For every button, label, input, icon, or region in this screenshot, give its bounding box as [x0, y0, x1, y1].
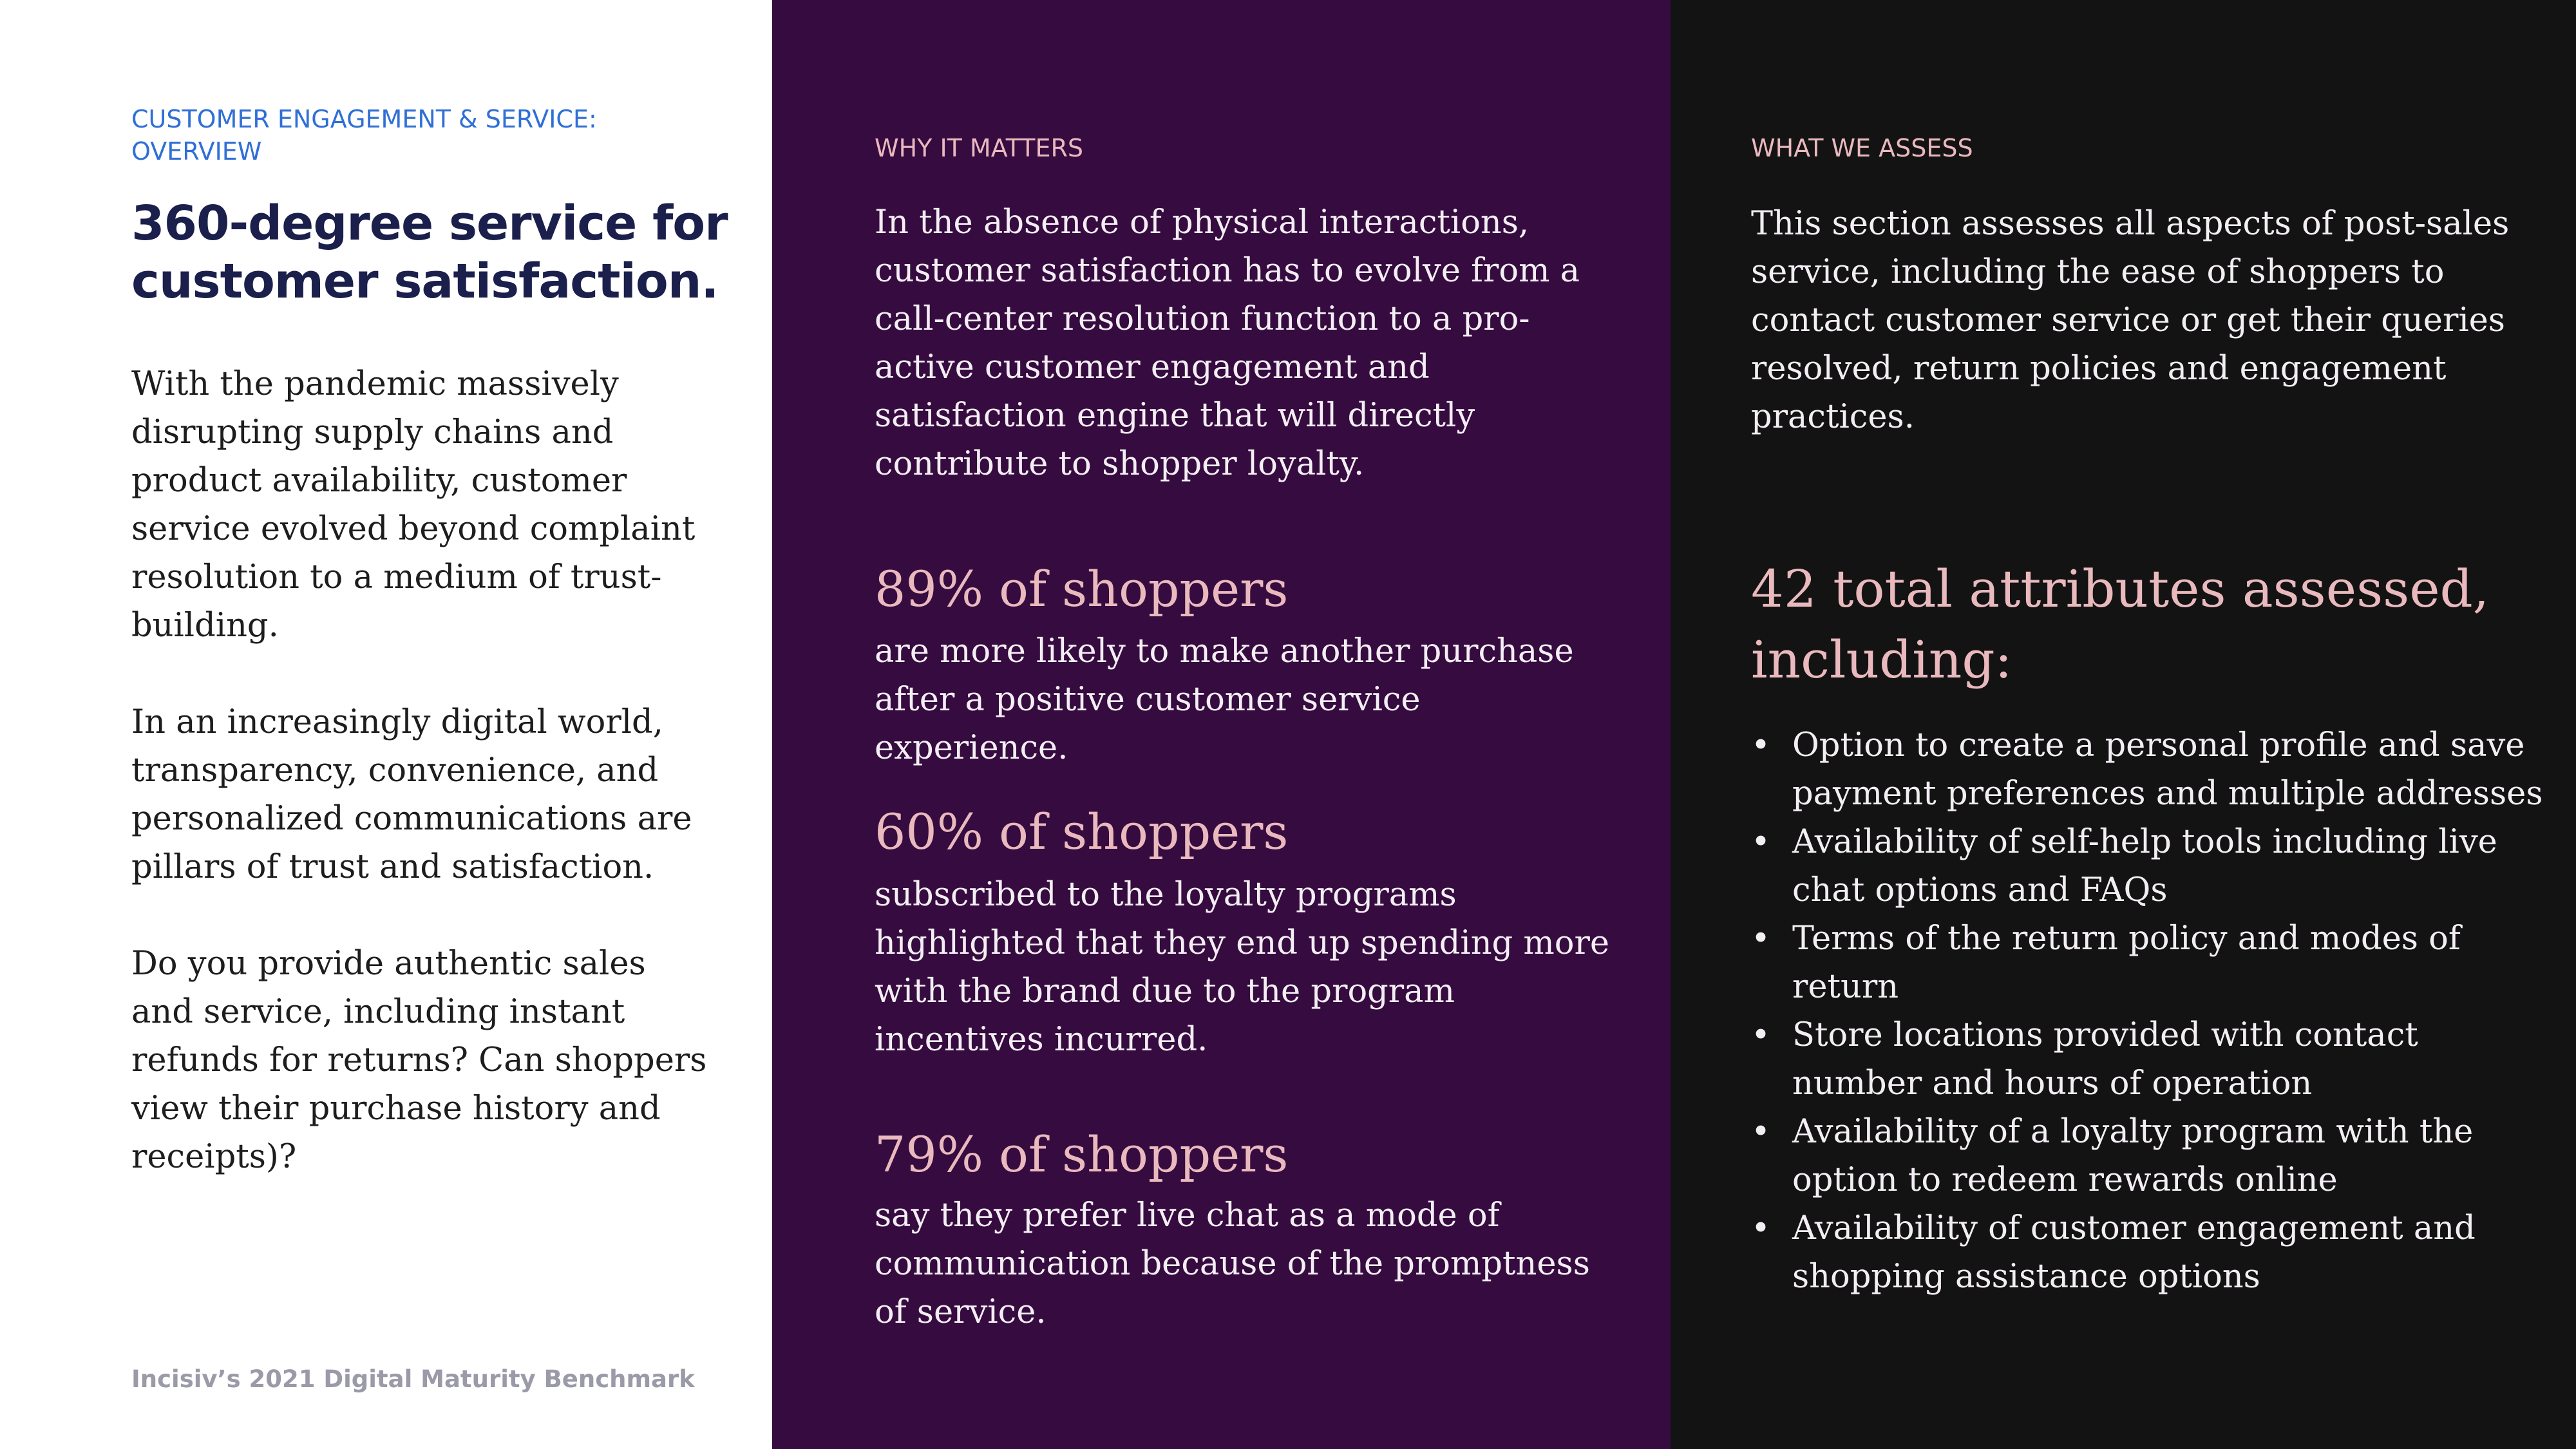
what-we-assess-kicker: WHAT WE ASSESS — [1751, 134, 1973, 162]
attributes-headline: 42 total attributes assessed, including: — [1751, 559, 2490, 690]
list-item — [1751, 818, 2556, 914]
stat-headline-1: 89% of shoppers — [875, 560, 1289, 618]
overview-paragraph-3: Do you provide authentic sales and service, including instant refunds for returns? Can shoppers view their purchase history and receipts)? — [131, 945, 707, 1176]
list-item — [1751, 1204, 2556, 1301]
attribute-text: Availability of self-help tools including live chat options and FAQs — [1792, 823, 2497, 909]
attribute-text: Availability of customer engagement and shopping assistance options — [1792, 1209, 2476, 1296]
list-item — [1751, 1108, 2556, 1204]
bullet-icon: • — [1751, 920, 1771, 958]
stat-text-3: say they prefer live chat as a mode of communication because of the promptness of service. — [875, 1197, 1590, 1331]
bullet-icon: • — [1751, 1016, 1771, 1054]
list-item — [1751, 1011, 2556, 1108]
section-kicker: CUSTOMER ENGAGEMENT & SERVICE: OVERVIEW — [131, 105, 597, 166]
attribute-text: Store locations provided with contact number and hours of operation — [1792, 1016, 2418, 1103]
bullet-icon: • — [1751, 1113, 1771, 1151]
attribute-text: Option to create a personal profile and save payment preferences and multiple addresses — [1792, 726, 2543, 813]
bullet-icon: • — [1751, 726, 1771, 764]
attribute-text: Terms of the return policy and modes of return — [1792, 920, 2461, 1006]
what-we-assess-intro: This section assesses all aspects of post-sales service, including the ease of shoppers to contact customer service or get their queries resolved, return policies and engagement practices. — [1751, 205, 2510, 436]
stat-text-1: are more likely to make another purchase after a positive customer service experience. — [875, 632, 1574, 767]
overview-paragraph-1: With the pandemic massively disrupting supply chains and product availability, customer service evolved beyond complaint resolution to a medium of trust-building. — [131, 365, 696, 645]
overview-column — [0, 0, 772, 1449]
page-title: 360-degree service for customer satisfaction. — [131, 196, 728, 309]
bullet-icon: • — [1751, 1209, 1771, 1247]
list-item — [1751, 914, 2556, 1011]
list-item — [1751, 721, 2556, 818]
overview-paragraph-2: In an increasingly digital world, transparency, convenience, and personalized communications are pillars of trust and satisfaction. — [131, 703, 692, 886]
why-it-matters-column — [772, 0, 1671, 1449]
why-it-matters-intro: In the absence of physical interactions, customer satisfaction has to evolve from a call-center resolution function to a pro-active customer engagement and satisfaction engine that will directly contribute to shopper loyalty. — [875, 204, 1580, 483]
stat-headline-2: 60% of shoppers — [875, 803, 1289, 860]
why-it-matters-kicker: WHY IT MATTERS — [875, 134, 1084, 162]
bullet-icon: • — [1751, 823, 1771, 861]
stat-text-2: subscribed to the loyalty programs highlighted that they end up spending more with the brand due to the program incentives incurred. — [875, 876, 1610, 1059]
attribute-text: Availability of a loyalty program with the option to redeem rewards online — [1792, 1113, 2474, 1199]
footer-source: Incisiv’s 2021 Digital Maturity Benchmark — [131, 1365, 695, 1393]
stat-headline-3: 79% of shoppers — [875, 1126, 1289, 1183]
attributes-list — [1751, 721, 2556, 1301]
what-we-assess-column — [1671, 0, 2576, 1449]
